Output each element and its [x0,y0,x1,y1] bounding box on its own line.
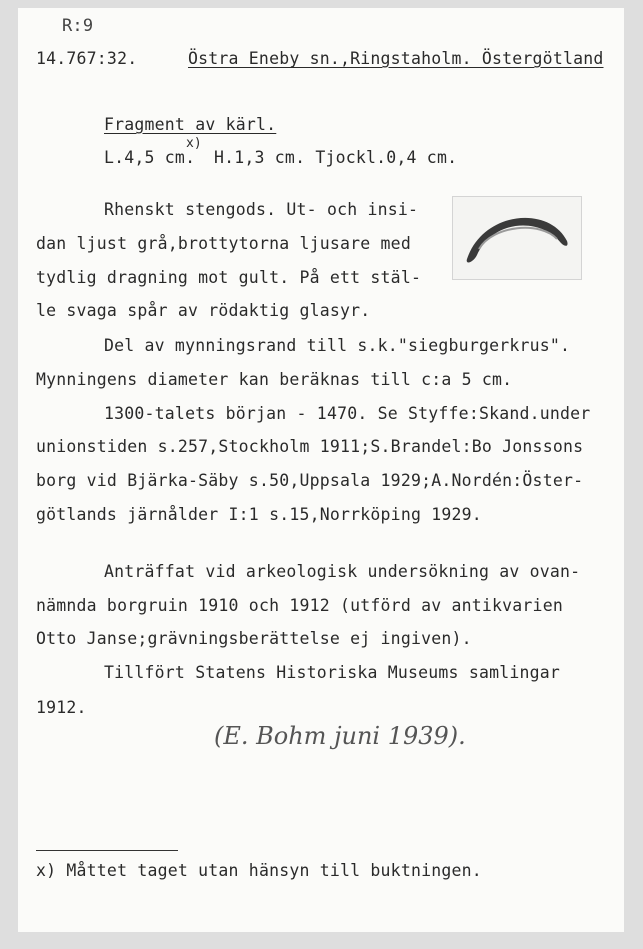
card-code: R:9 [62,16,94,36]
footnote-divider [36,850,178,851]
description-line: borg vid Bjärka-Säby s.50,Uppsala 1929;A.Nordén:Öster- [36,471,584,490]
description-line: tydlig dragning mot gult. På ett stäl- [36,268,422,287]
find-line: Otto Janse;grävningsberättelse ej ingiven). [36,629,472,648]
catalog-number: 14.767:32. [36,49,138,68]
vessel-fragment-image [453,197,581,279]
footnote: x) Måttet taget utan hänsyn till buktningen. [36,861,482,880]
object-title: Fragment av kärl. [104,115,277,134]
description-line: Rhenskt stengods. Ut- och insi- [104,200,419,219]
find-line: 1912. [36,698,87,717]
description-line: Del av mynningsrand till s.k."siegburgerkrus". [104,336,571,355]
description-line: Mynningens diameter kan beräknas till c:a 5 cm. [36,370,513,389]
description-line: götlands järnålder I:1 s.15,Norrköping 1929. [36,505,482,524]
footnote-mark: x) [186,136,202,151]
measure-length: L.4,5 cm. [104,148,196,167]
catalog-card [18,8,624,932]
find-line: Tillfört Statens Historiska Museums samlingar [104,663,561,682]
handwritten-signature: (E. Bohm juni 1939). [214,722,466,750]
description-line: dan ljust grå,brottytorna ljusare med [36,234,411,253]
find-location: Östra Eneby sn.,Ringstaholm. Östergötland [188,49,604,68]
description-line: le svaga spår av rödaktig glasyr. [36,301,371,320]
object-photo [452,196,582,280]
description-line: unionstiden s.257,Stockholm 1911;S.Brandel:Bo Jonssons [36,437,584,456]
description-line: 1300-talets början - 1470. Se Styffe:Skand.under [104,404,591,423]
measure-other: H.1,3 cm. Tjockl.0,4 cm. [214,148,458,167]
find-line: Anträffat vid arkeologisk undersökning av ovan- [104,562,581,581]
find-line: nämnda borgruin 1910 och 1912 (utförd av antikvarien [36,596,563,615]
